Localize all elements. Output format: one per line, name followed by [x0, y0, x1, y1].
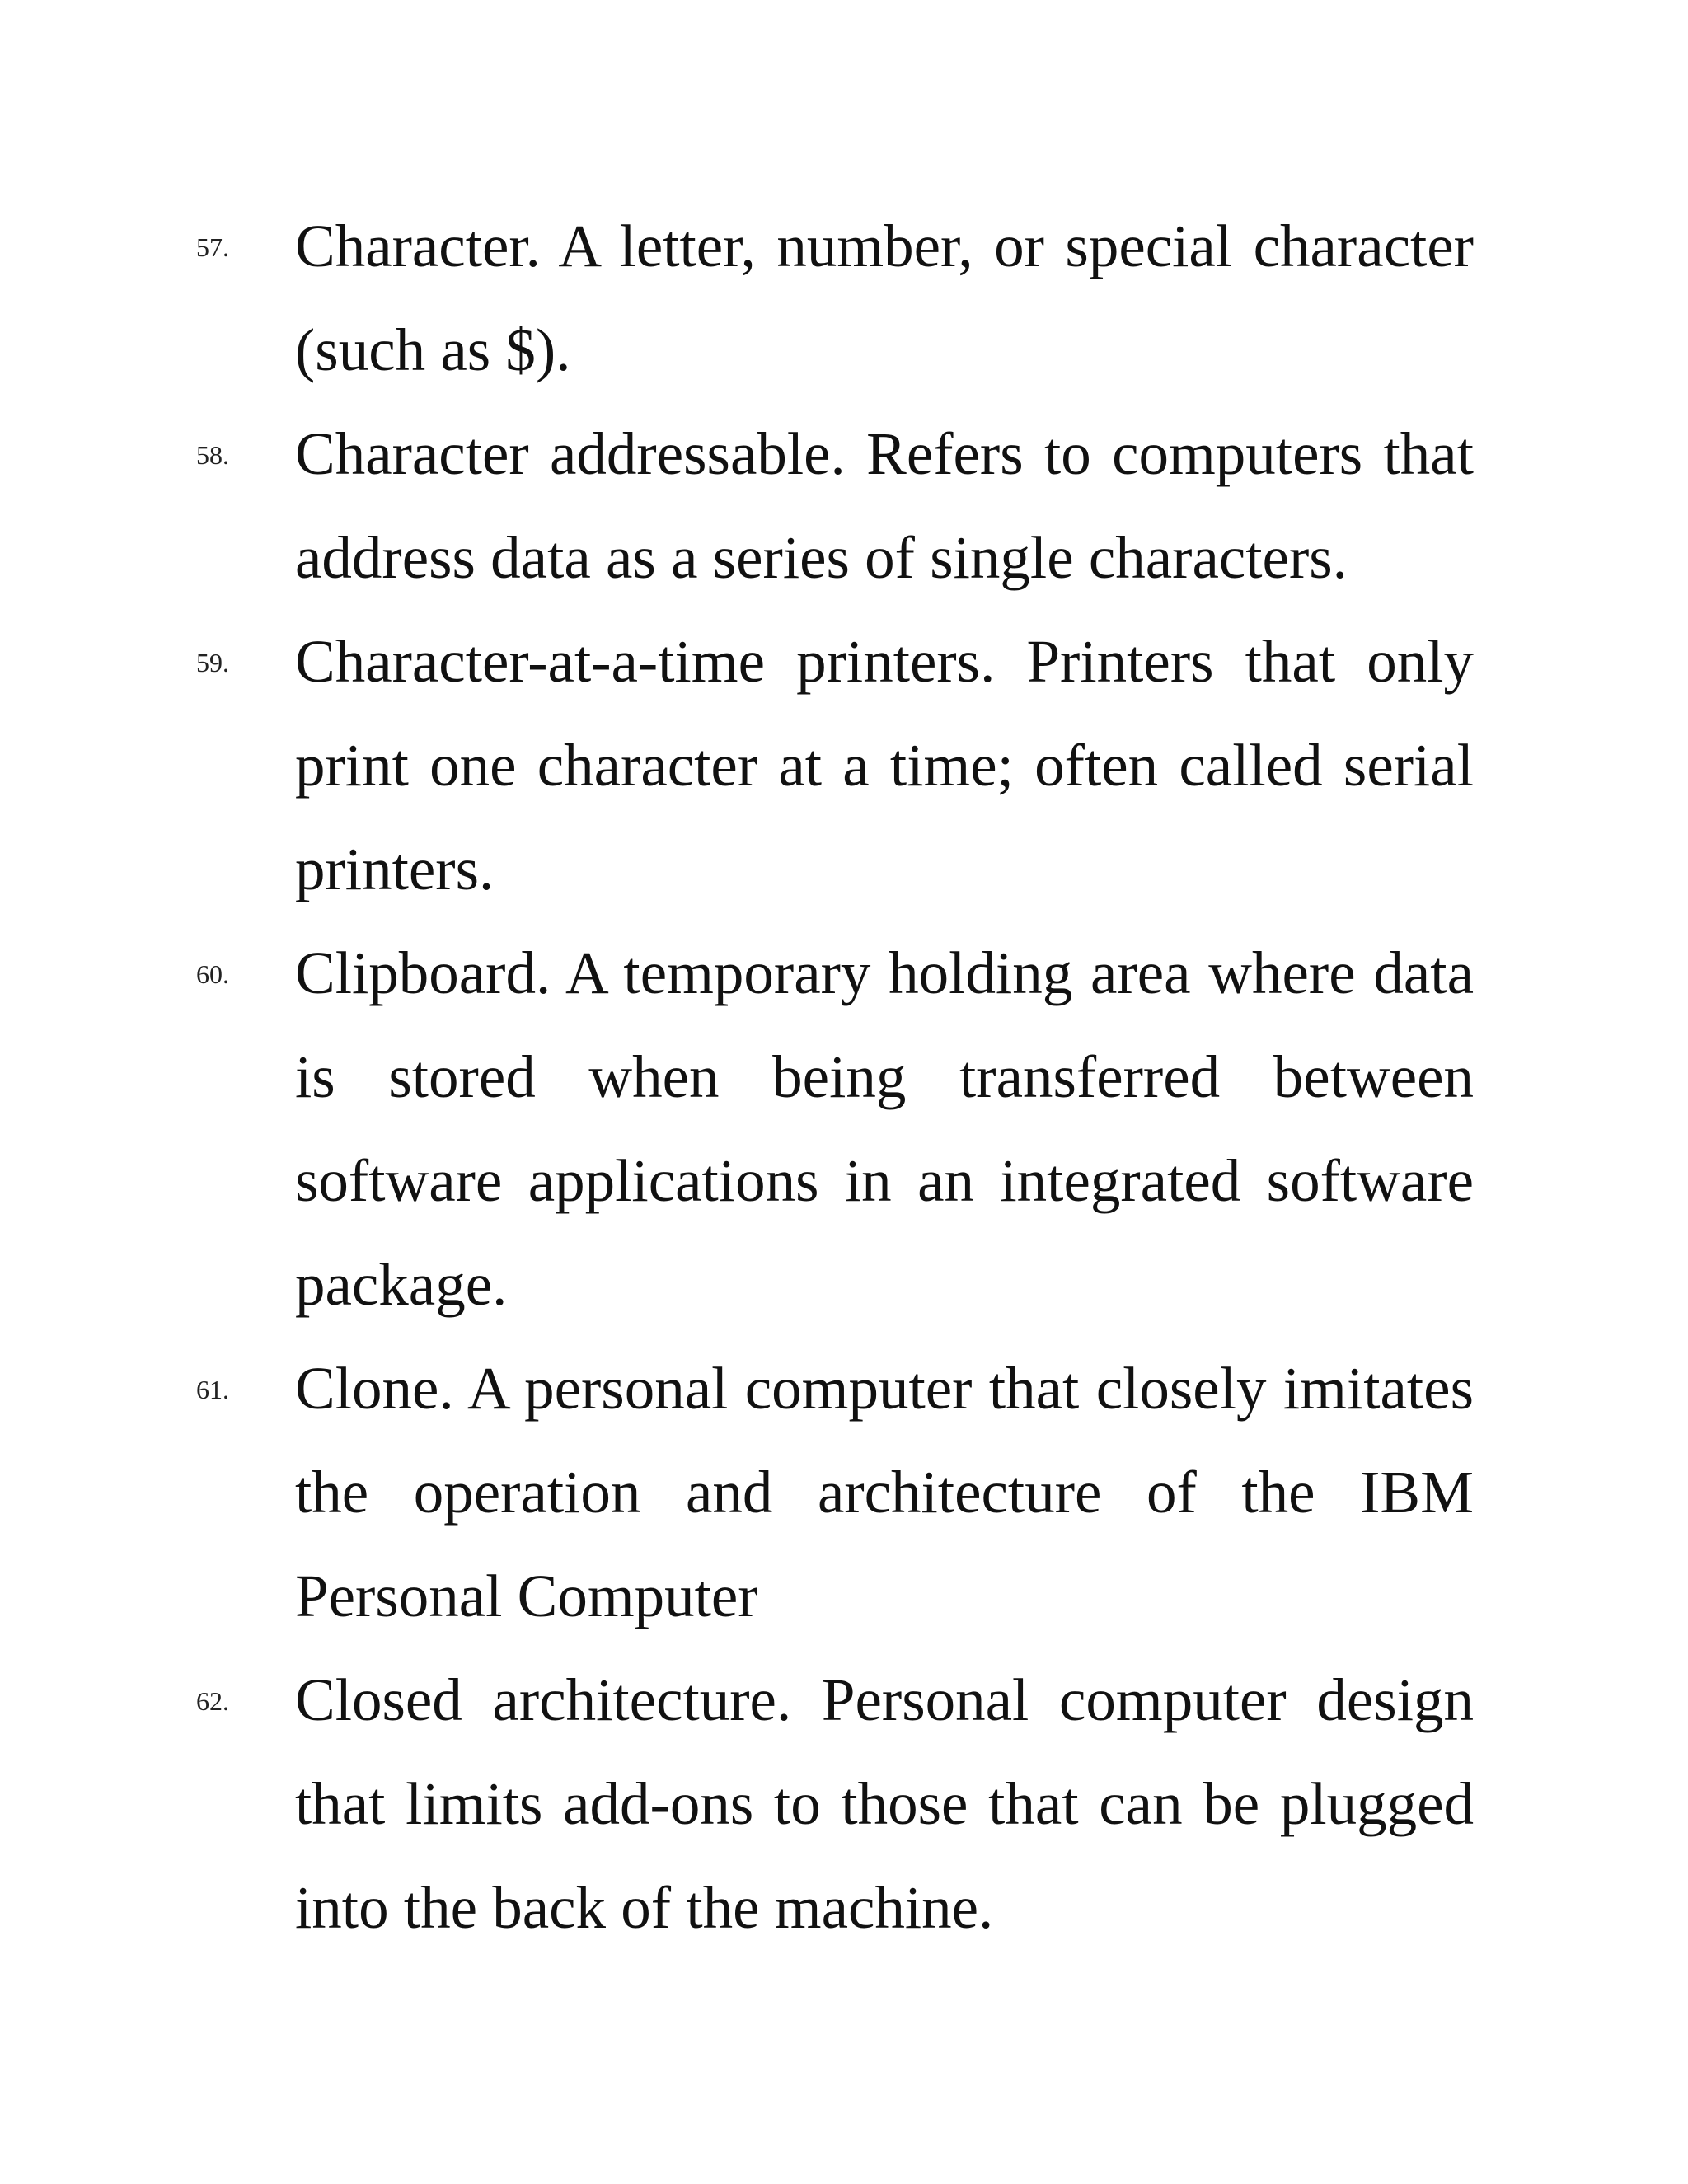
- entry-text: Character addressable. Refers to computers that address data as a series of single characters.: [295, 420, 1474, 591]
- entry-number: 57.: [196, 232, 229, 262]
- list-item: [0, 921, 1688, 1337]
- list-item: [0, 402, 1688, 610]
- entry-text: Clipboard. A temporary holding area where data is stored when being transferred between software applications in an integrated software package.: [295, 940, 1474, 1318]
- glossary-list: [0, 194, 1688, 1960]
- list-item: [0, 610, 1688, 921]
- entry-text: Character-at-a-time printers. Printers that only print one character at a time; often called serial printers.: [295, 628, 1474, 902]
- entry-number: 59.: [196, 648, 229, 677]
- entry-number: 58.: [196, 440, 229, 470]
- entry-number: 62.: [196, 1686, 229, 1716]
- list-item: [0, 1648, 1688, 1960]
- entry-text: Clone. A personal computer that closely imitates the operation and architecture of the IBM Personal Computer: [295, 1355, 1474, 1629]
- entry-number: 60.: [196, 959, 229, 989]
- list-item: [0, 194, 1688, 402]
- entry-number: 61.: [196, 1375, 229, 1404]
- entry-text: Character. A letter, number, or special character (such as $).: [295, 213, 1474, 383]
- entry-text: Closed architecture. Personal computer design that limits add-ons to those that can be plugged into the back of the machine.: [295, 1666, 1474, 1941]
- list-item: [0, 1337, 1688, 1648]
